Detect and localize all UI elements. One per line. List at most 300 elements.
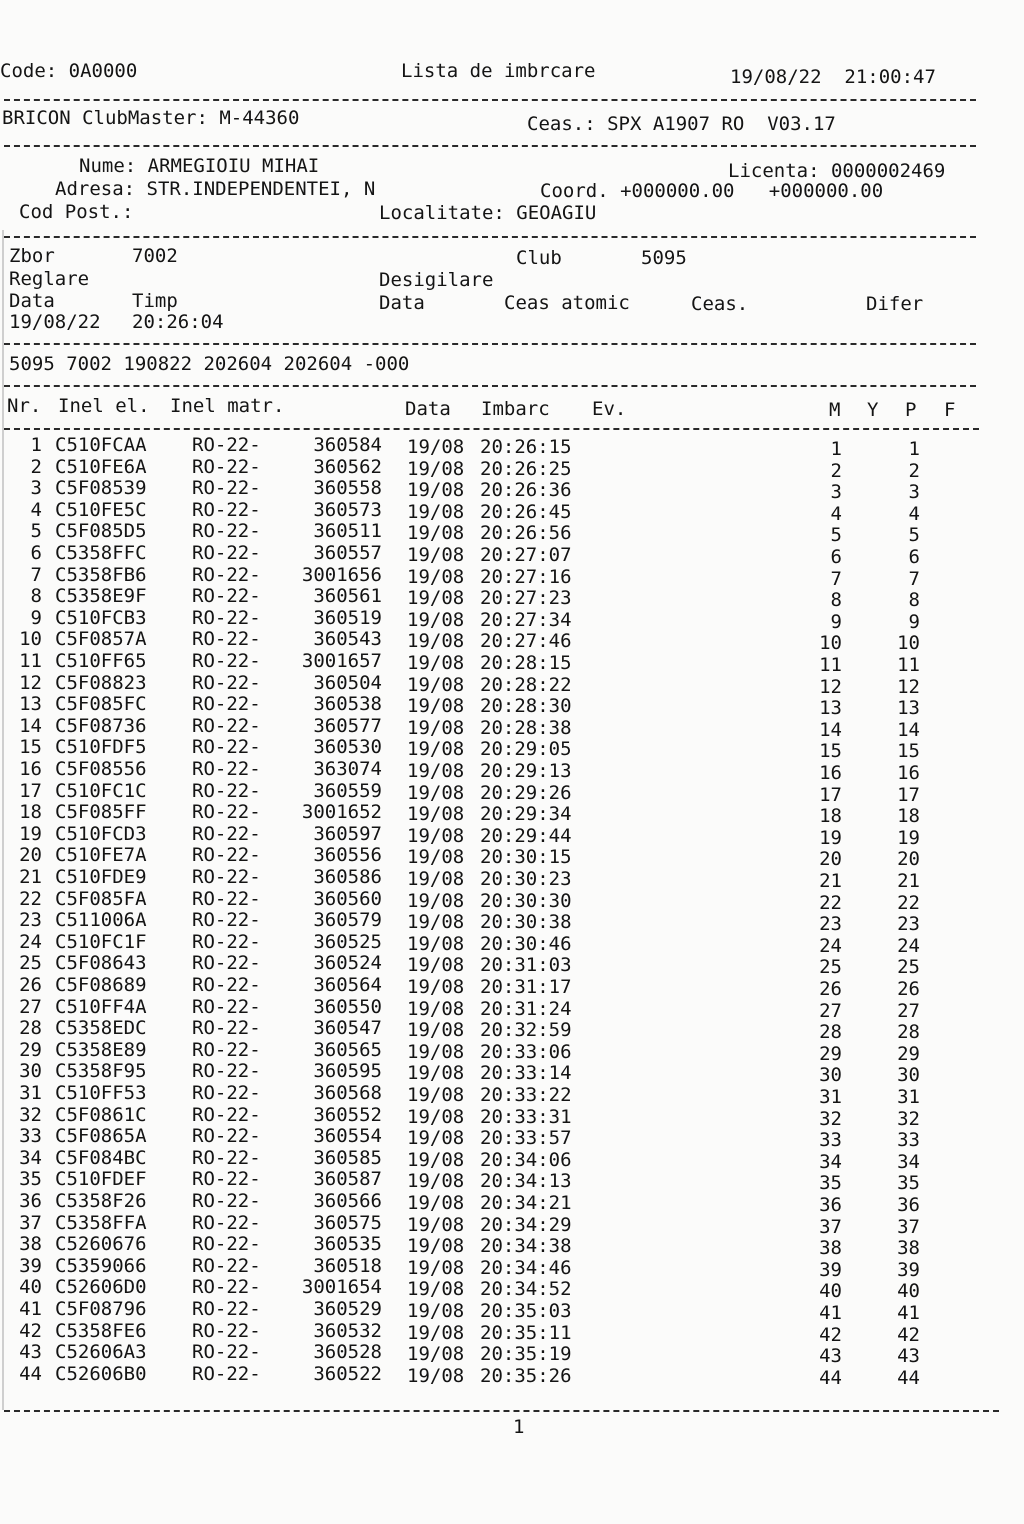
row-inel-el: C52606D0 bbox=[55, 1276, 147, 1299]
desigilare-label: Desigilare bbox=[379, 269, 494, 291]
row-nr: 43 bbox=[19, 1341, 42, 1364]
row-inel-el: C5358F95 bbox=[55, 1060, 147, 1083]
row-time: 20:33:57 bbox=[480, 1127, 572, 1150]
row-p: 37 bbox=[897, 1215, 920, 1238]
row-time: 20:35:11 bbox=[480, 1321, 572, 1344]
owner-address: Adresa: STR.INDEPENDENTEI, N bbox=[55, 178, 376, 200]
row-inel-el: C5F08689 bbox=[55, 974, 147, 996]
row-m: 41 bbox=[819, 1302, 842, 1324]
row-ring-number: 360560 bbox=[313, 887, 382, 910]
row-m: 23 bbox=[819, 913, 842, 936]
row-time: 20:29:44 bbox=[480, 824, 572, 847]
row-nr: 28 bbox=[19, 1017, 42, 1040]
row-ring-number: 360522 bbox=[313, 1362, 382, 1385]
row-ring-number: 360529 bbox=[313, 1298, 382, 1320]
row-p: 32 bbox=[897, 1107, 920, 1130]
row-nr: 26 bbox=[19, 974, 42, 996]
row-date: 19/08 bbox=[407, 1084, 465, 1106]
row-ring-prefix: RO-22- bbox=[192, 434, 261, 456]
row-nr: 27 bbox=[19, 995, 42, 1018]
row-ring-number: 360584 bbox=[313, 434, 382, 456]
row-nr: 41 bbox=[19, 1298, 42, 1320]
row-inel-el: C5F085FF bbox=[55, 801, 147, 824]
row-time: 20:34:21 bbox=[480, 1192, 572, 1214]
row-p: 28 bbox=[897, 1021, 920, 1044]
row-nr: 20 bbox=[19, 844, 42, 867]
row-time: 20:30:46 bbox=[480, 932, 572, 955]
row-ring-number: 360564 bbox=[313, 974, 382, 996]
row-date: 19/08 bbox=[407, 544, 465, 566]
row-time: 20:31:24 bbox=[480, 997, 572, 1020]
row-nr: 19 bbox=[19, 822, 42, 845]
row-nr: 30 bbox=[19, 1060, 42, 1083]
row-ring-number: 360530 bbox=[313, 736, 382, 759]
row-inel-el: C5358FFA bbox=[55, 1211, 147, 1234]
row-nr: 36 bbox=[19, 1190, 42, 1212]
row-inel-el: C511006A bbox=[55, 909, 147, 932]
row-ring-prefix: RO-22- bbox=[192, 952, 261, 975]
row-p: 4 bbox=[908, 502, 920, 525]
row-date: 19/08 bbox=[407, 630, 465, 653]
row-m: 44 bbox=[819, 1366, 842, 1389]
row-m: 43 bbox=[819, 1345, 842, 1368]
summary-line: 5095 7002 190822 202604 202604 -000 bbox=[9, 353, 410, 375]
row-ring-prefix: RO-22- bbox=[192, 714, 261, 737]
row-inel-el: C510FE6A bbox=[55, 455, 147, 478]
row-date: 19/08 bbox=[407, 954, 465, 977]
row-inel-el: C5358E89 bbox=[55, 1038, 147, 1061]
row-inel-el: C5358F26 bbox=[55, 1190, 147, 1212]
desigilare-data-label: Data bbox=[379, 292, 425, 314]
row-time: 20:34:52 bbox=[480, 1278, 572, 1301]
row-date: 19/08 bbox=[407, 1235, 465, 1258]
row-ring-prefix: RO-22- bbox=[192, 822, 261, 845]
row-ring-prefix: RO-22- bbox=[192, 477, 261, 500]
row-time: 20:31:03 bbox=[480, 954, 572, 977]
row-date: 19/08 bbox=[407, 824, 465, 847]
row-time: 20:27:46 bbox=[480, 630, 572, 653]
row-m: 26 bbox=[819, 978, 842, 1000]
coordinates: Coord. +000000.00 +000000.00 bbox=[540, 180, 884, 202]
row-date: 19/08 bbox=[407, 1213, 465, 1236]
row-p: 15 bbox=[897, 740, 920, 763]
row-ring-prefix: RO-22- bbox=[192, 1125, 261, 1148]
clock-label: Ceas.: SPX A1907 RO V03.17 bbox=[527, 113, 836, 135]
row-ring-number: 360558 bbox=[313, 477, 382, 500]
row-ring-number: 360565 bbox=[313, 1038, 382, 1061]
row-nr: 34 bbox=[19, 1146, 42, 1169]
row-ring-number: 360595 bbox=[313, 1060, 382, 1083]
row-ring-prefix: RO-22- bbox=[192, 563, 261, 586]
row-inel-el: C5358EDC bbox=[55, 1017, 147, 1040]
row-date: 19/08 bbox=[407, 608, 465, 631]
row-ring-number: 360535 bbox=[313, 1233, 382, 1256]
row-m: 25 bbox=[819, 956, 842, 979]
row-m: 28 bbox=[819, 1021, 842, 1044]
row-ring-number: 360518 bbox=[313, 1254, 382, 1277]
row-date: 19/08 bbox=[407, 436, 465, 458]
row-date: 19/08 bbox=[407, 932, 465, 955]
row-time: 20:35:03 bbox=[480, 1300, 572, 1322]
row-inel-el: C52606B0 bbox=[55, 1362, 147, 1385]
row-date: 19/08 bbox=[407, 457, 465, 480]
row-inel-el: C5F0865A bbox=[55, 1125, 147, 1148]
row-ring-number: 360528 bbox=[313, 1341, 382, 1364]
row-ring-prefix: RO-22- bbox=[192, 1298, 261, 1320]
row-time: 20:28:30 bbox=[480, 695, 572, 718]
row-nr: 8 bbox=[30, 585, 42, 608]
row-p: 9 bbox=[908, 610, 920, 633]
row-nr: 7 bbox=[30, 563, 42, 586]
row-nr: 22 bbox=[19, 887, 42, 910]
row-ring-number: 360577 bbox=[313, 714, 382, 737]
row-inel-el: C5F084BC bbox=[55, 1146, 147, 1169]
row-time: 20:29:26 bbox=[480, 781, 572, 804]
row-time: 20:30:30 bbox=[480, 889, 572, 912]
row-m: 38 bbox=[819, 1237, 842, 1260]
row-ring-number: 360597 bbox=[313, 822, 382, 845]
row-ring-prefix: RO-22- bbox=[192, 1146, 261, 1169]
row-p: 12 bbox=[897, 675, 920, 698]
row-date: 19/08 bbox=[407, 1343, 465, 1366]
row-m: 7 bbox=[830, 567, 842, 590]
license-number: Licenta: 0000002469 bbox=[728, 160, 946, 182]
row-date: 19/08 bbox=[407, 1019, 465, 1042]
row-inel-el: C510FF4A bbox=[55, 995, 147, 1018]
row-date: 19/08 bbox=[407, 1170, 465, 1193]
row-m: 36 bbox=[819, 1194, 842, 1216]
row-date: 19/08 bbox=[407, 889, 465, 912]
row-ring-prefix: RO-22- bbox=[192, 1341, 261, 1364]
reglare-date: 19/08/22 bbox=[9, 311, 101, 333]
row-ring-prefix: RO-22- bbox=[192, 1190, 261, 1212]
row-time: 20:33:31 bbox=[480, 1105, 572, 1128]
row-inel-el: C5F08823 bbox=[55, 671, 147, 694]
flight-number: 7002 bbox=[132, 245, 178, 267]
row-ring-number: 360556 bbox=[313, 844, 382, 867]
row-time: 20:26:56 bbox=[480, 522, 572, 545]
row-inel-el: C510FE5C bbox=[55, 498, 147, 521]
row-inel-el: C5260676 bbox=[55, 1233, 147, 1256]
row-date: 19/08 bbox=[407, 760, 465, 782]
row-p: 31 bbox=[897, 1086, 920, 1108]
row-ring-prefix: RO-22- bbox=[192, 542, 261, 564]
row-p: 19 bbox=[897, 826, 920, 849]
row-ring-prefix: RO-22- bbox=[192, 909, 261, 932]
row-ring-number: 360532 bbox=[313, 1319, 382, 1342]
row-time: 20:31:17 bbox=[480, 976, 572, 998]
row-time: 20:30:23 bbox=[480, 868, 572, 890]
row-m: 10 bbox=[819, 632, 842, 655]
row-date: 19/08 bbox=[407, 716, 465, 739]
row-p: 3 bbox=[908, 481, 920, 504]
row-m: 18 bbox=[819, 805, 842, 828]
row-m: 24 bbox=[819, 934, 842, 957]
row-ring-number: 360519 bbox=[313, 606, 382, 629]
row-m: 11 bbox=[819, 654, 842, 676]
row-m: 27 bbox=[819, 999, 842, 1022]
row-p: 43 bbox=[897, 1345, 920, 1368]
row-inel-el: C5F085FC bbox=[55, 693, 147, 716]
row-nr: 2 bbox=[30, 455, 42, 478]
row-nr: 3 bbox=[30, 477, 42, 500]
row-time: 20:34:13 bbox=[480, 1170, 572, 1193]
row-ring-number: 360586 bbox=[313, 866, 382, 888]
row-nr: 32 bbox=[19, 1103, 42, 1126]
row-date: 19/08 bbox=[407, 1062, 465, 1085]
row-p: 20 bbox=[897, 848, 920, 871]
row-date: 19/08 bbox=[407, 695, 465, 718]
row-date: 19/08 bbox=[407, 652, 465, 674]
row-p: 44 bbox=[897, 1366, 920, 1389]
owner-name: Nume: ARMEGIOIU MIHAI bbox=[79, 155, 320, 177]
divider bbox=[4, 1410, 999, 1412]
row-ring-number: 3001656 bbox=[301, 563, 382, 586]
row-ring-prefix: RO-22- bbox=[192, 736, 261, 759]
row-inel-el: C5F08539 bbox=[55, 477, 147, 500]
row-time: 20:33:06 bbox=[480, 1040, 572, 1063]
row-nr: 31 bbox=[19, 1082, 42, 1104]
row-p: 7 bbox=[908, 567, 920, 590]
row-m: 35 bbox=[819, 1172, 842, 1195]
row-m: 29 bbox=[819, 1042, 842, 1065]
row-time: 20:26:25 bbox=[480, 457, 572, 480]
row-m: 6 bbox=[830, 546, 842, 568]
row-ring-prefix: RO-22- bbox=[192, 693, 261, 716]
ceas-label: Ceas. bbox=[691, 293, 749, 315]
row-ring-prefix: RO-22- bbox=[192, 887, 261, 910]
row-ring-prefix: RO-22- bbox=[192, 585, 261, 608]
row-ring-prefix: RO-22- bbox=[192, 1038, 261, 1061]
row-ring-number: 360511 bbox=[313, 520, 382, 543]
row-ring-prefix: RO-22- bbox=[192, 995, 261, 1018]
row-date: 19/08 bbox=[407, 738, 465, 761]
row-ring-prefix: RO-22- bbox=[192, 866, 261, 888]
row-date: 19/08 bbox=[407, 1105, 465, 1128]
row-ring-prefix: RO-22- bbox=[192, 1276, 261, 1299]
row-time: 20:32:59 bbox=[480, 1019, 572, 1042]
row-nr: 33 bbox=[19, 1125, 42, 1148]
row-date: 19/08 bbox=[407, 565, 465, 588]
row-m: 14 bbox=[819, 718, 842, 741]
row-nr: 44 bbox=[19, 1362, 42, 1385]
row-date: 19/08 bbox=[407, 911, 465, 934]
row-time: 20:28:15 bbox=[480, 652, 572, 674]
row-ring-prefix: RO-22- bbox=[192, 844, 261, 867]
row-ring-number: 360504 bbox=[313, 671, 382, 694]
row-p: 33 bbox=[897, 1129, 920, 1152]
row-inel-el: C510FC1C bbox=[55, 779, 147, 802]
row-nr: 21 bbox=[19, 866, 42, 888]
row-ring-number: 360547 bbox=[313, 1017, 382, 1040]
row-ring-number: 360568 bbox=[313, 1082, 382, 1104]
row-nr: 14 bbox=[19, 714, 42, 737]
row-nr: 24 bbox=[19, 930, 42, 953]
row-nr: 1 bbox=[30, 434, 42, 456]
row-m: 4 bbox=[830, 502, 842, 525]
row-ring-number: 360554 bbox=[313, 1125, 382, 1148]
row-ring-number: 360573 bbox=[313, 498, 382, 521]
row-ring-number: 360566 bbox=[313, 1190, 382, 1212]
row-m: 12 bbox=[819, 675, 842, 698]
row-nr: 4 bbox=[30, 498, 42, 521]
row-time: 20:27:16 bbox=[480, 565, 572, 588]
row-m: 40 bbox=[819, 1280, 842, 1303]
row-m: 34 bbox=[819, 1150, 842, 1173]
row-time: 20:35:26 bbox=[480, 1364, 572, 1387]
row-inel-el: C510FDEF bbox=[55, 1168, 147, 1191]
row-date: 19/08 bbox=[407, 781, 465, 804]
row-date: 19/08 bbox=[407, 522, 465, 545]
col-inel-el: Inel el. bbox=[58, 395, 150, 417]
row-date: 19/08 bbox=[407, 997, 465, 1020]
row-p: 23 bbox=[897, 913, 920, 936]
postal-code: Cod Post.: bbox=[19, 201, 134, 223]
row-inel-el: C5F0861C bbox=[55, 1103, 147, 1126]
row-nr: 13 bbox=[19, 693, 42, 716]
row-p: 13 bbox=[897, 697, 920, 720]
row-time: 20:30:38 bbox=[480, 911, 572, 934]
row-ring-prefix: RO-22- bbox=[192, 671, 261, 694]
row-time: 20:28:22 bbox=[480, 673, 572, 696]
row-time: 20:28:38 bbox=[480, 716, 572, 739]
row-time: 20:34:46 bbox=[480, 1256, 572, 1279]
row-time: 20:29:34 bbox=[480, 803, 572, 826]
col-y: Y bbox=[867, 399, 879, 421]
row-ring-number: 3001657 bbox=[301, 650, 382, 672]
row-ring-number: 360552 bbox=[313, 1103, 382, 1126]
row-inel-el: C5F08796 bbox=[55, 1298, 147, 1320]
timp-label: Timp bbox=[132, 290, 178, 312]
row-p: 27 bbox=[897, 999, 920, 1022]
row-inel-el: C52606A3 bbox=[55, 1341, 147, 1364]
row-p: 22 bbox=[897, 891, 920, 914]
row-p: 26 bbox=[897, 978, 920, 1000]
row-ring-number: 3001654 bbox=[301, 1276, 382, 1299]
row-nr: 12 bbox=[19, 671, 42, 694]
row-inel-el: C5358FB6 bbox=[55, 563, 147, 586]
col-f: F bbox=[944, 399, 956, 421]
row-m: 30 bbox=[819, 1064, 842, 1087]
club-label: Club bbox=[516, 247, 562, 269]
row-date: 19/08 bbox=[407, 803, 465, 826]
row-date: 19/08 bbox=[407, 500, 465, 523]
row-ring-number: 363074 bbox=[313, 758, 382, 780]
row-p: 29 bbox=[897, 1042, 920, 1065]
row-ring-prefix: RO-22- bbox=[192, 801, 261, 824]
row-time: 20:35:19 bbox=[480, 1343, 572, 1366]
row-inel-el: C5358FFC bbox=[55, 542, 147, 564]
row-nr: 17 bbox=[19, 779, 42, 802]
row-inel-el: C510FCD3 bbox=[55, 822, 147, 845]
row-time: 20:34:06 bbox=[480, 1148, 572, 1171]
row-time: 20:33:14 bbox=[480, 1062, 572, 1085]
col-nr: Nr. bbox=[7, 395, 42, 417]
row-nr: 16 bbox=[19, 758, 42, 780]
row-m: 1 bbox=[830, 438, 842, 460]
row-p: 42 bbox=[897, 1323, 920, 1346]
page-number: 1 bbox=[513, 1416, 525, 1438]
row-m: 20 bbox=[819, 848, 842, 871]
row-p: 1 bbox=[908, 438, 920, 460]
row-inel-el: C510FF65 bbox=[55, 650, 147, 672]
row-time: 20:26:15 bbox=[480, 436, 572, 458]
row-date: 19/08 bbox=[407, 1256, 465, 1279]
row-nr: 18 bbox=[19, 801, 42, 824]
row-inel-el: C510FCAA bbox=[55, 434, 147, 456]
row-ring-prefix: RO-22- bbox=[192, 930, 261, 953]
row-p: 17 bbox=[897, 783, 920, 806]
row-p: 18 bbox=[897, 805, 920, 828]
row-ring-number: 360524 bbox=[313, 952, 382, 975]
row-date: 19/08 bbox=[407, 673, 465, 696]
row-inel-el: C510FC1F bbox=[55, 930, 147, 953]
code-label: Code: 0A0000 bbox=[0, 60, 138, 82]
row-time: 20:26:45 bbox=[480, 500, 572, 523]
row-ring-number: 360562 bbox=[313, 455, 382, 478]
row-time: 20:27:23 bbox=[480, 587, 572, 610]
row-ring-prefix: RO-22- bbox=[192, 1362, 261, 1385]
row-m: 13 bbox=[819, 697, 842, 720]
row-date: 19/08 bbox=[407, 976, 465, 998]
row-m: 37 bbox=[819, 1215, 842, 1238]
row-ring-prefix: RO-22- bbox=[192, 1211, 261, 1234]
row-inel-el: C510FF53 bbox=[55, 1082, 147, 1104]
reglare-label: Reglare bbox=[9, 268, 90, 290]
row-ring-prefix: RO-22- bbox=[192, 1060, 261, 1083]
row-p: 25 bbox=[897, 956, 920, 979]
row-ring-prefix: RO-22- bbox=[192, 520, 261, 543]
row-ring-prefix: RO-22- bbox=[192, 1168, 261, 1191]
row-p: 34 bbox=[897, 1150, 920, 1173]
row-ring-number: 360525 bbox=[313, 930, 382, 953]
row-time: 20:29:13 bbox=[480, 760, 572, 782]
row-nr: 35 bbox=[19, 1168, 42, 1191]
row-p: 35 bbox=[897, 1172, 920, 1195]
row-p: 38 bbox=[897, 1237, 920, 1260]
row-ring-number: 360538 bbox=[313, 693, 382, 716]
row-ring-prefix: RO-22- bbox=[192, 628, 261, 651]
row-nr: 37 bbox=[19, 1211, 42, 1234]
row-ring-prefix: RO-22- bbox=[192, 650, 261, 672]
row-time: 20:33:22 bbox=[480, 1084, 572, 1106]
row-p: 6 bbox=[908, 546, 920, 568]
col-ev: Ev. bbox=[592, 398, 627, 420]
row-m: 17 bbox=[819, 783, 842, 806]
row-ring-prefix: RO-22- bbox=[192, 974, 261, 996]
row-m: 16 bbox=[819, 762, 842, 784]
row-inel-el: C5F08643 bbox=[55, 952, 147, 975]
reglare-time: 20:26:04 bbox=[132, 311, 224, 333]
row-inel-el: C510FCB3 bbox=[55, 606, 147, 629]
row-nr: 42 bbox=[19, 1319, 42, 1342]
atomic-clock-label: Ceas atomic bbox=[504, 292, 630, 314]
row-ring-prefix: RO-22- bbox=[192, 1233, 261, 1256]
row-inel-el: C5F08556 bbox=[55, 758, 147, 780]
row-date: 19/08 bbox=[407, 1040, 465, 1063]
row-p: 5 bbox=[908, 524, 920, 547]
row-nr: 5 bbox=[30, 520, 42, 543]
row-ring-prefix: RO-22- bbox=[192, 1082, 261, 1104]
row-time: 20:27:07 bbox=[480, 544, 572, 566]
row-nr: 15 bbox=[19, 736, 42, 759]
row-ring-number: 360587 bbox=[313, 1168, 382, 1191]
locality: Localitate: GEOAGIU bbox=[379, 202, 597, 224]
row-ring-number: 3001652 bbox=[301, 801, 382, 824]
row-p: 2 bbox=[908, 459, 920, 482]
row-inel-el: C5F085D5 bbox=[55, 520, 147, 543]
row-p: 41 bbox=[897, 1302, 920, 1324]
